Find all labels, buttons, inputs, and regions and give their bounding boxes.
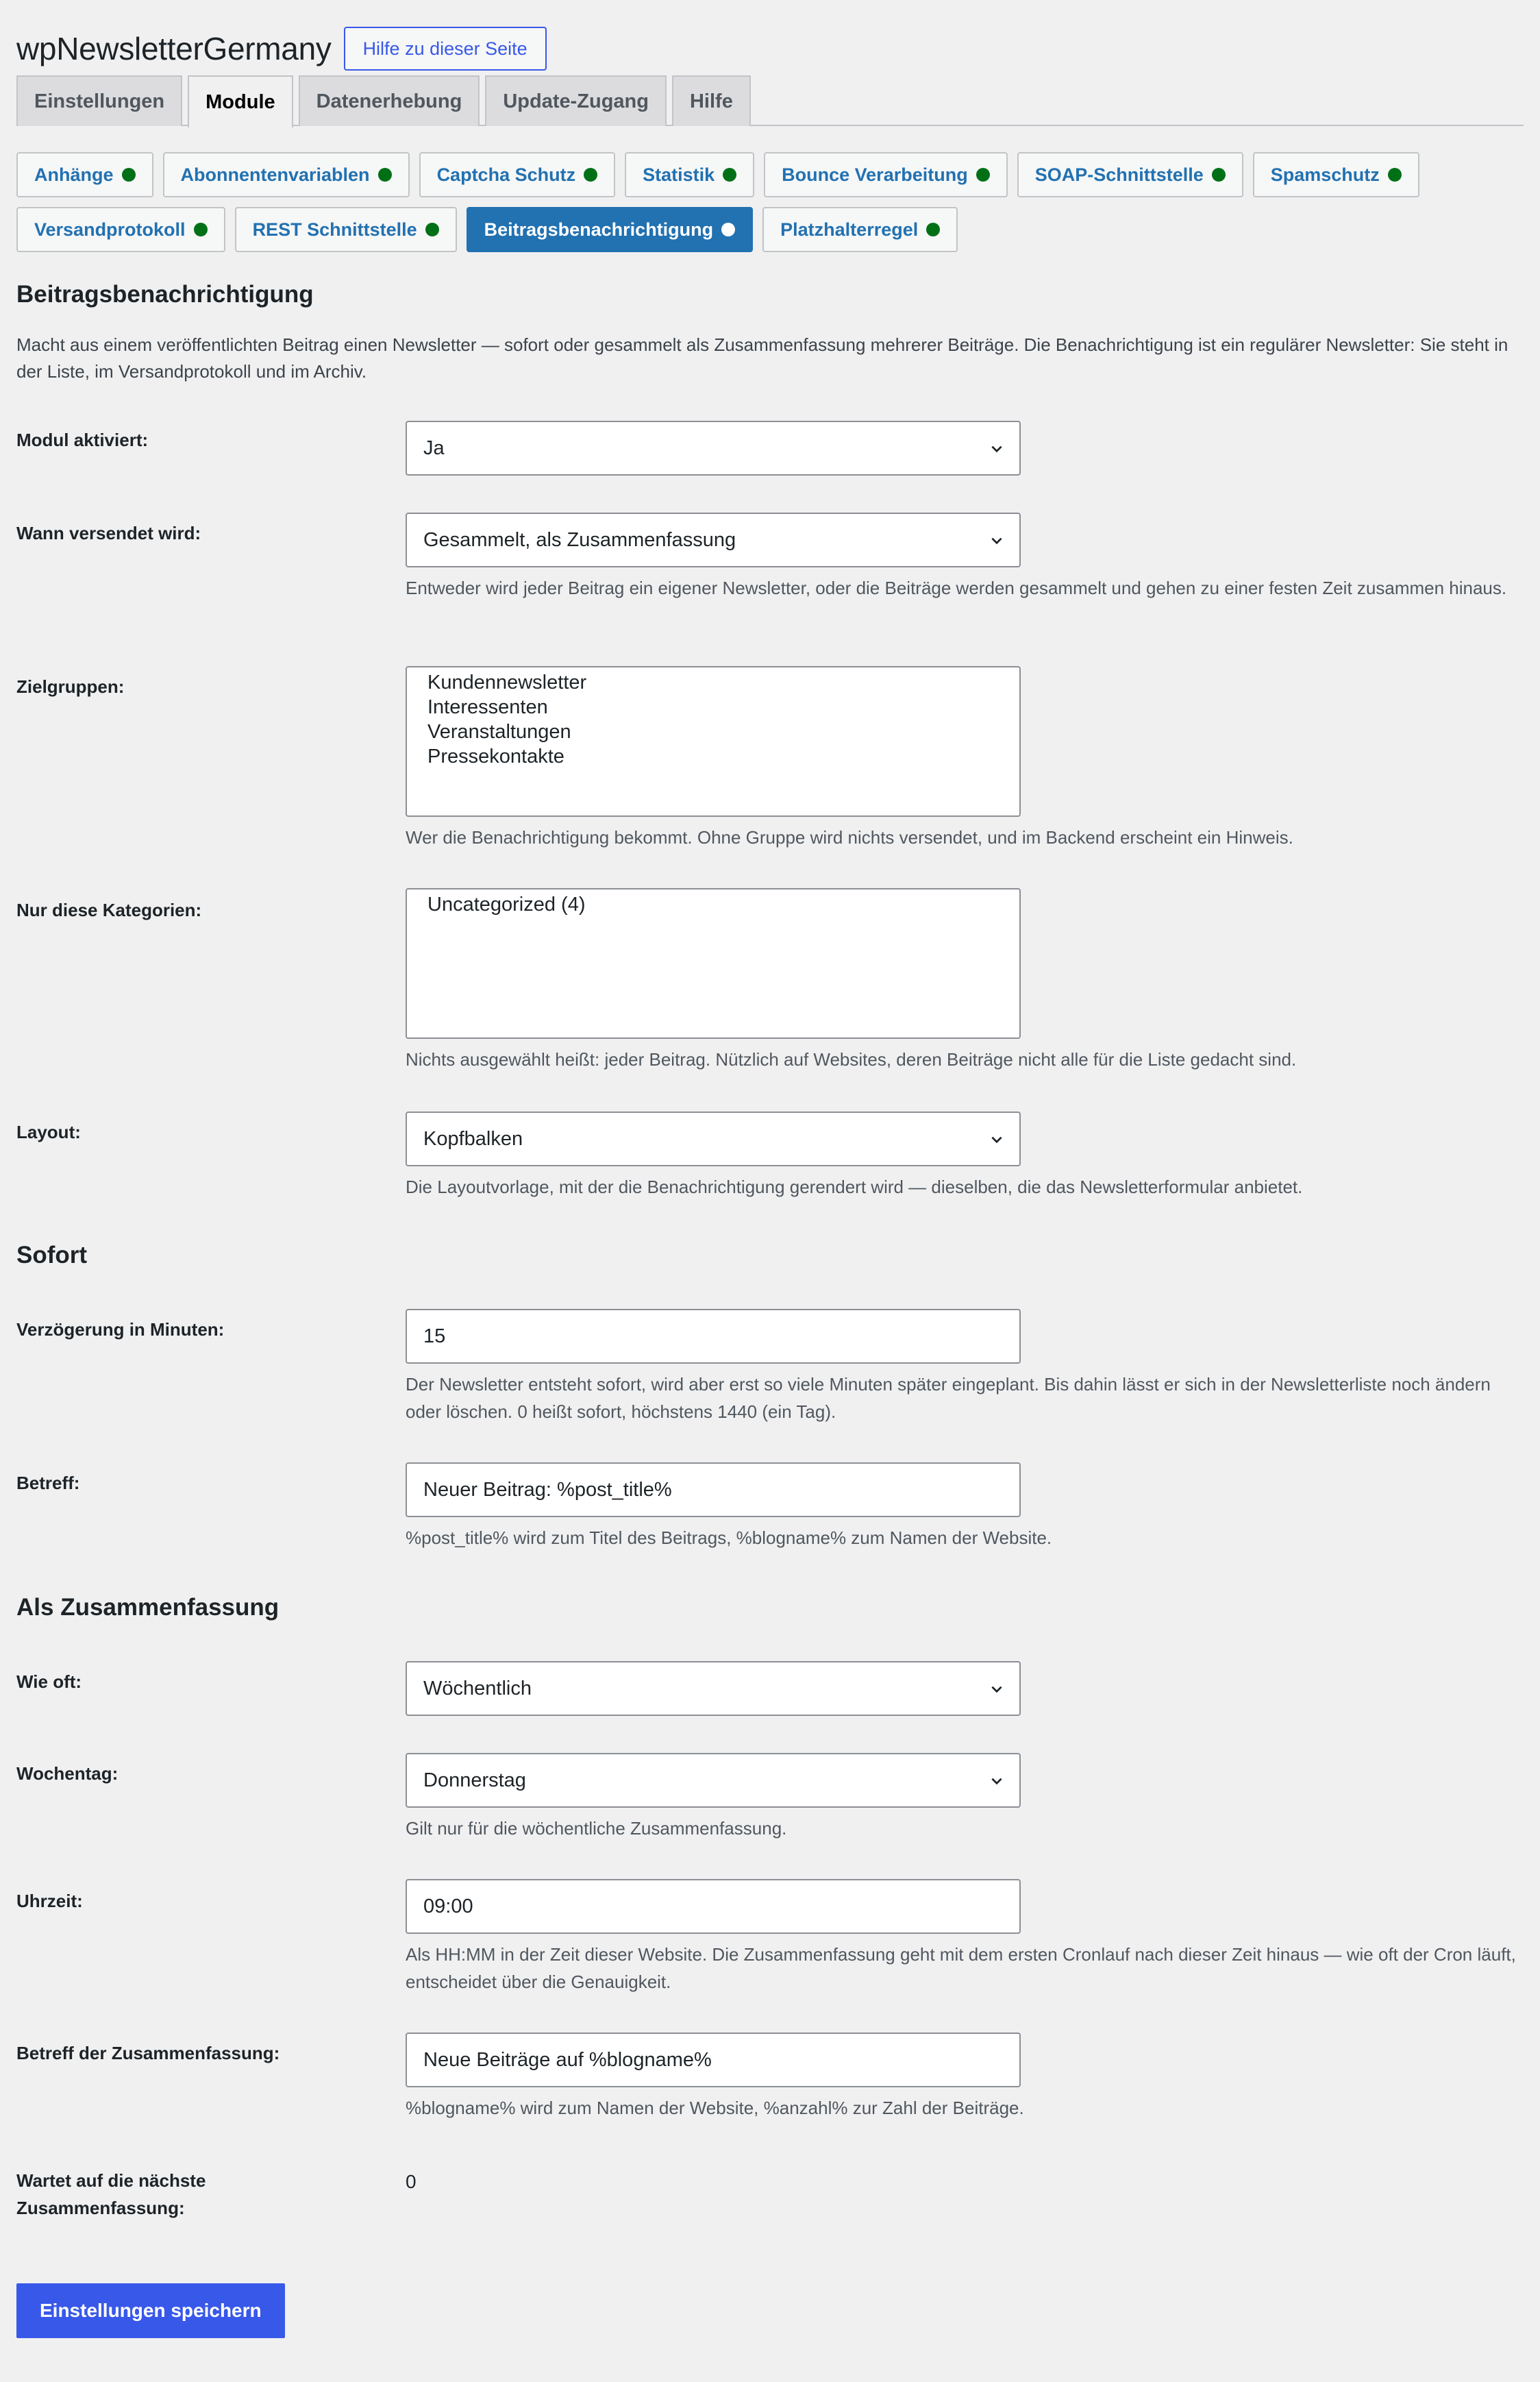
modul-aktiviert-select[interactable] [406,421,1021,476]
input-value: Neuer Beitrag: %post_title% [423,1478,672,1501]
kategorien-multiselect[interactable] [406,888,1021,1039]
chevron-down-icon [989,1132,1004,1147]
label-wartet [16,2167,206,2222]
module-tab-bounce-verarbeitung[interactable] [764,152,1008,197]
label-wochentag: Wochentag: [16,1763,119,1784]
select-value: Ja [423,437,445,459]
verzoegerung-description: Der Newsletter entsteht sofort, wird aber erst so viele Minuten später eingeplant. Bis dahin lässt er sich in der Newsletterliste noch ändern oder löschen. 0 heißt sofort, höchstens 1440 (ein Tag). [406,1374,1491,1422]
uhrzeit-input[interactable] [406,1879,1021,1934]
betreff-input[interactable] [406,1462,1021,1517]
input-value: 15 [423,1325,446,1347]
section-intro: Macht aus einem veröffentlichten Beitrag einen Newsletter — sofort oder gesammelt als Zusammenfassung mehrerer Beiträge. Die Benachrichtigung ist ein regulärer Newsletter: Sie steht in der Liste, im Versandprotokoll und im Archiv. [16,334,1508,382]
module-tab-versandprotokoll[interactable] [16,207,225,252]
wochentag-select[interactable] [406,1753,1021,1808]
module-tab-anhaenge[interactable] [16,152,153,197]
label-betreff-zusammenfassung: Betreff der Zusammenfassung: [16,2043,280,2063]
module-tab-beitragsbenachrichtigung[interactable] [467,207,754,252]
label-uhrzeit: Uhrzeit: [16,1891,83,1911]
module-tab-label: SOAP-Schnittstelle [1034,164,1204,185]
label-kategorien: Nur diese Kategorien: [16,900,202,920]
status-dot-icon [584,168,597,182]
module-tab-label: Statistik [643,164,715,185]
module-tab-label: Versandprotokoll [34,219,186,240]
option-veranstaltungen[interactable]: Veranstaltungen [427,721,571,743]
module-tab-label: Platzhalterregel [780,219,919,240]
betreff-zusammenfassung-description: %blogname% wird zum Namen der Website, %anzahl% zur Zahl der Beiträge. [406,2098,1024,2118]
nav-tab-bar [16,75,1524,126]
module-tab-label: Abonnentenvariablen [180,164,370,185]
tab-hilfe[interactable]: Hilfe [672,75,751,126]
module-tab-label: Captcha Schutz [436,164,576,185]
module-tab-abonnentenvariablen[interactable] [163,152,410,197]
wartet-count: 0 [406,2171,417,2192]
tab-update-zugang[interactable]: Update-Zugang [485,75,667,126]
chevron-down-icon [989,1773,1004,1789]
status-dot-icon [723,168,736,182]
status-dot-icon [926,223,940,236]
status-dot-icon [721,223,735,236]
option-interessenten[interactable]: Interessenten [427,696,548,718]
status-dot-icon [1212,168,1226,182]
layout-description: Die Layoutvorlage, mit der die Benachrichtigung gerendert wird — dieselben, die das Newsletterformular anbietet. [406,1177,1303,1197]
option-uncategorized[interactable]: Uncategorized (4) [427,894,586,916]
wann-versendet-select[interactable] [406,513,1021,567]
module-tab-soap-schnittstelle[interactable] [1017,152,1243,197]
status-dot-icon [976,168,990,182]
status-dot-icon [194,223,208,236]
label-wann-versendet: Wann versendet wird: [16,523,201,543]
input-value: Neue Beiträge auf %blogname% [423,2048,712,2071]
module-tab-label: REST Schnittstelle [252,219,417,240]
label-modul-aktiviert: Modul aktiviert: [16,430,149,450]
option-kundennewsletter[interactable]: Kundennewsletter [427,672,587,693]
tab-einstellungen[interactable]: Einstellungen [16,75,182,126]
section-heading-beitragsbenachrichtigung: Beitragsbenachrichtigung [16,281,314,308]
label-wartet-line1: Wartet auf die nächste [16,2170,206,2191]
kategorien-description: Nichts ausgewählt heißt: jeder Beitrag. Nützlich auf Websites, deren Beiträge nicht alle für die Liste gedacht sind. [406,1049,1297,1070]
status-dot-icon [122,168,136,182]
status-dot-icon [425,223,439,236]
module-tab-platzhalterregel[interactable] [762,207,958,252]
select-value: Wöchentlich [423,1677,532,1699]
label-zielgruppen: Zielgruppen: [16,676,125,697]
save-button[interactable]: Einstellungen speichern [16,2283,285,2338]
zielgruppen-multiselect[interactable] [406,666,1021,817]
betreff-zusammenfassung-input[interactable] [406,2033,1021,2087]
select-value: Donnerstag [423,1769,526,1791]
status-dot-icon [1388,168,1402,182]
help-button[interactable]: Hilfe zu dieser Seite [344,27,547,71]
wochentag-description: Gilt nur für die wöchentliche Zusammenfassung. [406,1818,787,1839]
layout-select[interactable] [406,1112,1021,1166]
module-tab-label: Spamschutz [1270,164,1380,185]
chevron-down-icon [989,441,1004,456]
chevron-down-icon [989,533,1004,548]
page-header [16,26,547,71]
module-tab-label: Bounce Verarbeitung [782,164,968,185]
input-value: 09:00 [423,1895,473,1917]
module-tab-spamschutz[interactable] [1253,152,1419,197]
module-tab-label: Beitragsbenachrichtigung [484,219,714,240]
label-verzoegerung: Verzögerung in Minuten: [16,1319,225,1340]
module-tab-captcha-schutz[interactable] [419,152,616,197]
uhrzeit-description: Als HH:MM in der Zeit dieser Website. Die Zusammenfassung geht mit dem ersten Cronlauf nach dieser Zeit hinaus — wie oft der Cron läuft, entscheidet über die Genauigkeit. [406,1944,1516,1992]
tab-module[interactable]: Module [188,75,293,127]
module-tab-rest-schnittstelle[interactable] [235,207,457,252]
section-heading-sofort: Sofort [16,1242,88,1268]
label-wartet-line2: Zusammenfassung: [16,2198,185,2218]
module-tab-label: Anhänge [34,164,114,185]
tab-datenerhebung[interactable]: Datenerhebung [299,75,480,126]
verzoegerung-input[interactable] [406,1309,1021,1364]
chevron-down-icon [989,1682,1004,1697]
label-wie-oft: Wie oft: [16,1671,82,1692]
label-layout: Layout: [16,1122,81,1142]
page-title: wpNewsletterGermany [16,31,332,66]
betreff-description: %post_title% wird zum Titel des Beitrags, %blogname% zum Namen der Website. [406,1527,1052,1548]
select-value: Gesammelt, als Zusammenfassung [423,528,736,551]
zielgruppen-description: Wer die Benachrichtigung bekommt. Ohne Gruppe wird nichts versendet, und im Backend erscheint ein Hinweis. [406,827,1293,848]
option-pressekontakte[interactable]: Pressekontakte [427,746,564,768]
wann-versendet-description: Entweder wird jeder Beitrag ein eigener Newsletter, oder die Beiträge werden gesammelt und gehen zu einer festen Zeit zusammen hinaus. [406,578,1507,598]
status-dot-icon [378,168,392,182]
module-tab-statistik[interactable] [625,152,754,197]
module-tabs [16,152,1455,252]
select-value: Kopfbalken [423,1127,523,1150]
section-heading-zusammenfassung: Als Zusammenfassung [16,1594,280,1621]
label-betreff: Betreff: [16,1473,80,1493]
wie-oft-select[interactable] [406,1661,1021,1716]
